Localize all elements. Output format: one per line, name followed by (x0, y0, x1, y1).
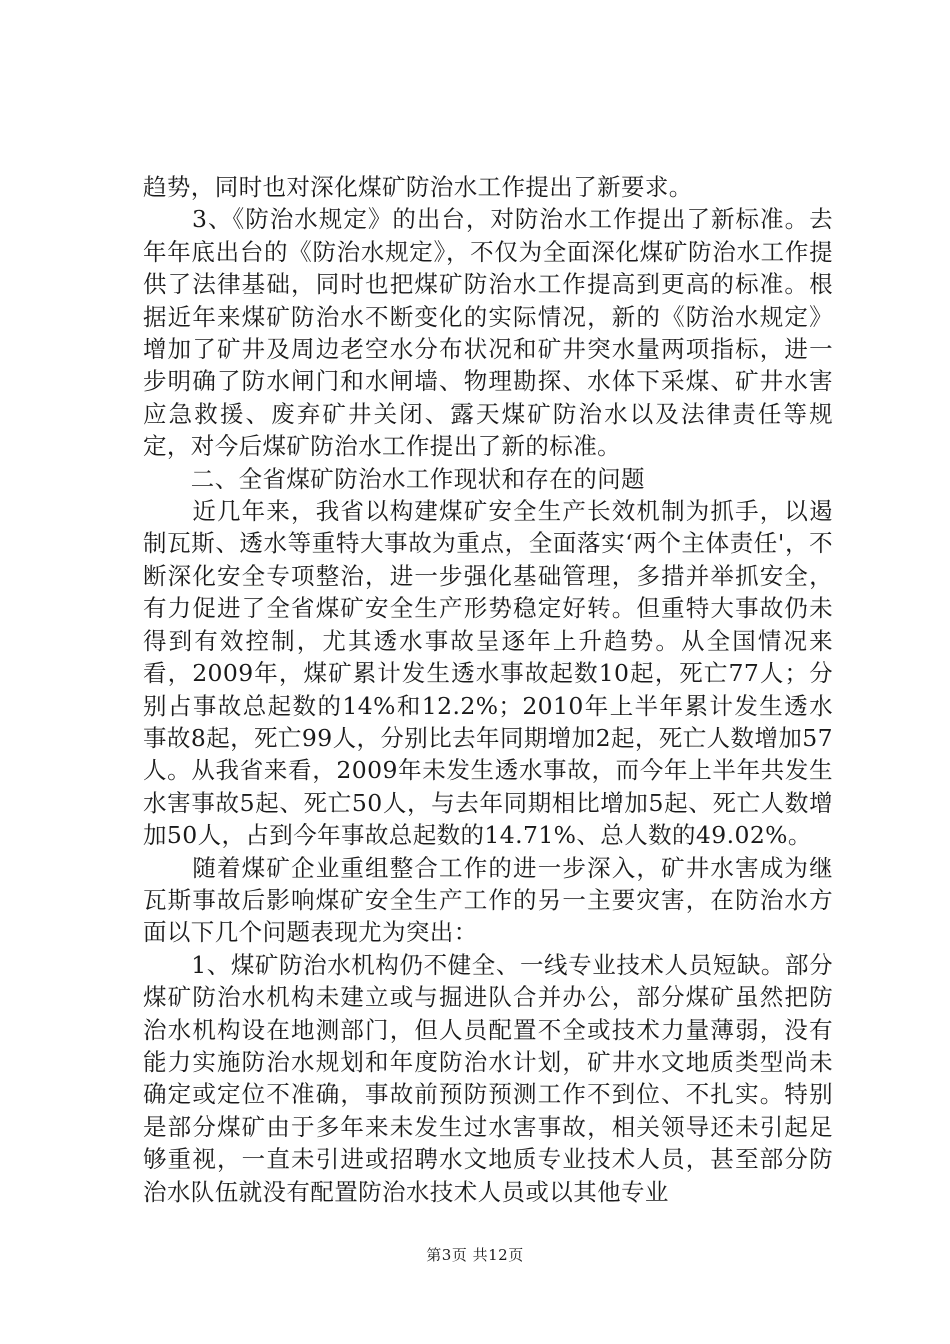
paragraph-problems-intro: 随着煤矿企业重组整合工作的进一步深入，矿井水害成为继瓦斯事故后影响煤矿安全生产工作的另一主要灾害，在防治水方面以下几个问题表现尤为突出： (143, 853, 833, 947)
paragraph-trend-continuation: 趋势，同时也对深化煤矿防治水工作提出了新要求。 (143, 173, 693, 201)
paragraph-accident-statistics: 近几年来，我省以构建煤矿安全生产长效机制为抓手，以遏制瓦斯、透水等重特大事故为重点，全面落实‘两个主体责任'，不断深化安全专项整治，进一步强化基础管理，多措并举抓安全，有力促进了全省煤矿安全生产形势稳定好转。但重特大事故仍未得到有效控制，尤其透水事故呈逐年上升趋势。从全国情况来看，2009年，煤矿累计发生透水事故起数10起，死亡77人；分别占事故总起数的14%和12.2%；2010年上半年累计发生透水事故8起，死亡99人，分别比去年同期增加2起，死亡人数增加57人。从我省来看，2009年未发生透水事故，而今年上半年共发生水害事故5起、死亡50人，与去年同期相比增加5起、死亡人数增加50人，占到今年事故总起数的14.71%、总人数的49.02%。 (143, 497, 833, 850)
document-body (143, 171, 833, 1208)
paragraph-regulation-standard: 3、《防治水规定》的出台，对防治水工作提出了新标准。去年年底出台的《防治水规定》，不仅为全面深化煤矿防治水工作提供了法律基础，同时也把煤矿防治水工作提高到更高的标准。根据近年来煤矿防治水不断变化的实际情况，新的《防治水规定》增加了矿井及周边老空水分布状况和矿井突水量两项指标，进一步明确了防水闸门和水闸墙、物理勘探、水体下采煤、矿井水害应急救援、废弃矿井关闭、露天煤矿防治水以及法律责任等规定，对今后煤矿防治水工作提出了新的标准。 (143, 205, 833, 461)
paragraph-problem-1: 1、煤矿防治水机构仍不健全、一线专业技术人员短缺。部分煤矿防治水机构未建立或与掘进队合并办公，部分煤矿虽然把防治水机构设在地测部门，但人员配置不全或技术力量薄弱，没有能力实施防治水规划和年度防治水计划，矿井水文地质类型尚未确定或定位不准确，事故前预防预测工作不到位、不扎实。特别是部分煤矿由于多年来未发生过水害事故，相关领导还未引起足够重视，一直未引进或招聘水文地质专业技术人员，甚至部分防治水队伍就没有配置防治水技术人员或以其他专业 (143, 950, 833, 1206)
page-number-footer: 第3页 共12页 (426, 1246, 524, 1264)
section-heading-current-status: 二、全省煤矿防治水工作现状和存在的问题 (143, 464, 645, 493)
